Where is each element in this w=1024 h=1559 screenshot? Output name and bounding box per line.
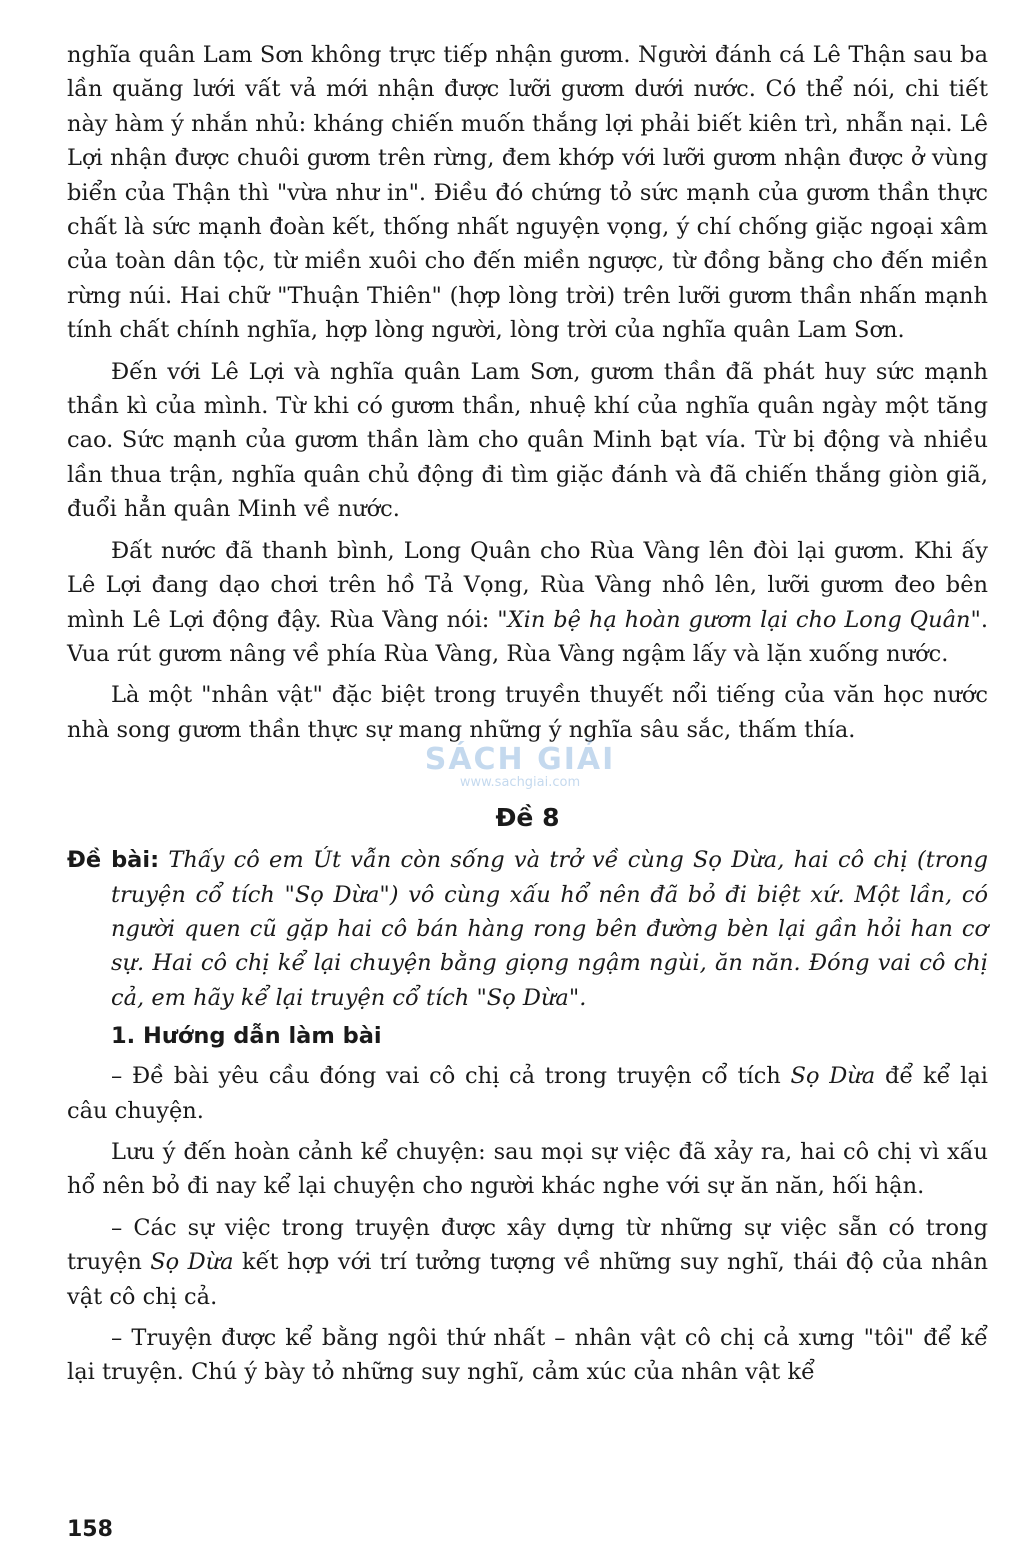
page-content	[67, 38, 988, 1397]
paragraph-conclusion: Là một "nhân vật" đặc biệt trong truyền thuyết nổi tiếng của văn học nước nhà song gươm thần thực sự mang những ý nghĩa sâu sắc, thấm thía.	[67, 682, 988, 743]
watermark-logo-text: SÁCH GIẢI	[424, 742, 616, 777]
guide-text: để kể lại câu chuyện.	[67, 1063, 988, 1124]
exercise-heading: Đề 8	[495, 803, 560, 833]
guide-text: – Đề bài yêu cầu đóng vai cô chị cả trong truyện cổ tích	[111, 1063, 791, 1090]
guide-item: – Truyện được kể bằng ngôi thứ nhất – nhân vật cô chị cả xưng "tôi" để kể lại truyện. Chú ý bày tỏ những suy nghĩ, cảm xúc của nhân vật kể	[67, 1325, 988, 1386]
quote-text: "Xin bệ hạ hoàn gươm lại cho Long Quân"	[497, 606, 981, 633]
section-title: 1. Hướng dẫn làm bài	[111, 1023, 382, 1050]
guide-item	[67, 1059, 988, 1128]
paragraph-return-sword	[67, 534, 988, 672]
paragraph-continued: nghĩa quân Lam Sơn không trực tiếp nhận gươm. Người đánh cá Lê Thận sau ba lần quăng lưới vất vả mới nhận được lưỡi gươm dưới nước. Có thể nói, chi tiết này hàm ý nhắn nhủ: kháng chiến muốn thắng lợi phải biết kiên trì, nhẫn nại. Lê Lợi nhận được chuôi gươm trên rừng, đem khớp với lưỡi gươm nhận được ở vùng biển của Thận thì "vừa như in". Điều đó chứng tỏ sức mạnh của gươm thần thực chất là sức mạnh đoàn kết, thống nhất nguyện vọng, ý chí chống giặc ngoại xâm của toàn dân tộc, từ miền xuôi cho đến miền ngược, từ đồng bằng cho đến miền rừng núi. Hai chữ "Thuận Thiên" (hợp lòng trời) trên lưỡi gươm thần nhấn mạnh tính chất chính nghĩa, hợp lòng người, lòng trời của nghĩa quân Lam Sơn.	[67, 42, 988, 344]
paragraph-text: Đất nước đã thanh bình, Long Quân cho Rùa Vàng lên đòi lại gươm. Khi ấy Lê Lợi đang dạo chơi trên hồ Tả Vọng, Rùa Vàng nhô lên, lưỡi gươm đeo bên mình Lê Lợi động đậy. Rùa Vàng nói:	[67, 537, 988, 633]
paragraph-text: . Vua rút gươm nâng về phía Rùa Vàng, Rùa Vàng ngậm lấy và lặn xuống nước.	[67, 606, 988, 667]
guide-item	[67, 1211, 988, 1314]
guide-text: kết hợp với trí tưởng tượng về những suy nghĩ, thái độ của nhân vật cô chị cả.	[67, 1249, 988, 1310]
prompt-label: Đề bài:	[67, 847, 160, 874]
watermark-url: www.sachgiai.com	[459, 775, 581, 790]
story-title: Sọ Dừa	[790, 1063, 876, 1090]
guide-item: Lưu ý đến hoàn cảnh kể chuyện: sau mọi sự việc đã xảy ra, hai cô chị vì xấu hổ nên bỏ đi nay kể lại chuyện cho người khác nghe với sự ăn năn, hối hận.	[67, 1138, 988, 1200]
paragraph-sword-power: Đến với Lê Lợi và nghĩa quân Lam Sơn, gươm thần đã phát huy sức mạnh thần kì của mình. Từ khi có gươm thần, nhuệ khí của nghĩa quân ngày một tăng cao. Sức mạnh của gươm thần làm cho quân Minh bạt vía. Từ bị động và nhiều lần thua trận, nghĩa quân chủ động đi tìm giặc đánh và đã chiến thắng giòn giã, đuổi hẳn quân Minh về nước.	[67, 358, 988, 523]
page-number: 158	[67, 1517, 113, 1542]
guide-text: – Các sự việc trong truyện được xây dựng từ những sự việc sẵn có trong truyện	[67, 1214, 988, 1276]
exercise-prompt	[67, 843, 988, 1015]
story-title: Sọ Dừa	[150, 1249, 234, 1276]
prompt-text: Thấy cô em Út vẫn còn sống và trở về cùng Sọ Dừa, hai cô chị (trong truyện cổ tích "Sọ Dừa") vô cùng xấu hổ nên đã bỏ đi biệt xứ. Một lần, có người quen cũ gặp hai cô bán hàng rong bên đường bèn lại gần hỏi han cơ sự. Hai cô chị kể lại chuyện bằng giọng ngậm ngùi, ăn năn. Đóng vai cô chị cả, em hãy kể lại truyện cổ tích "Sọ Dừa".	[111, 847, 989, 1011]
